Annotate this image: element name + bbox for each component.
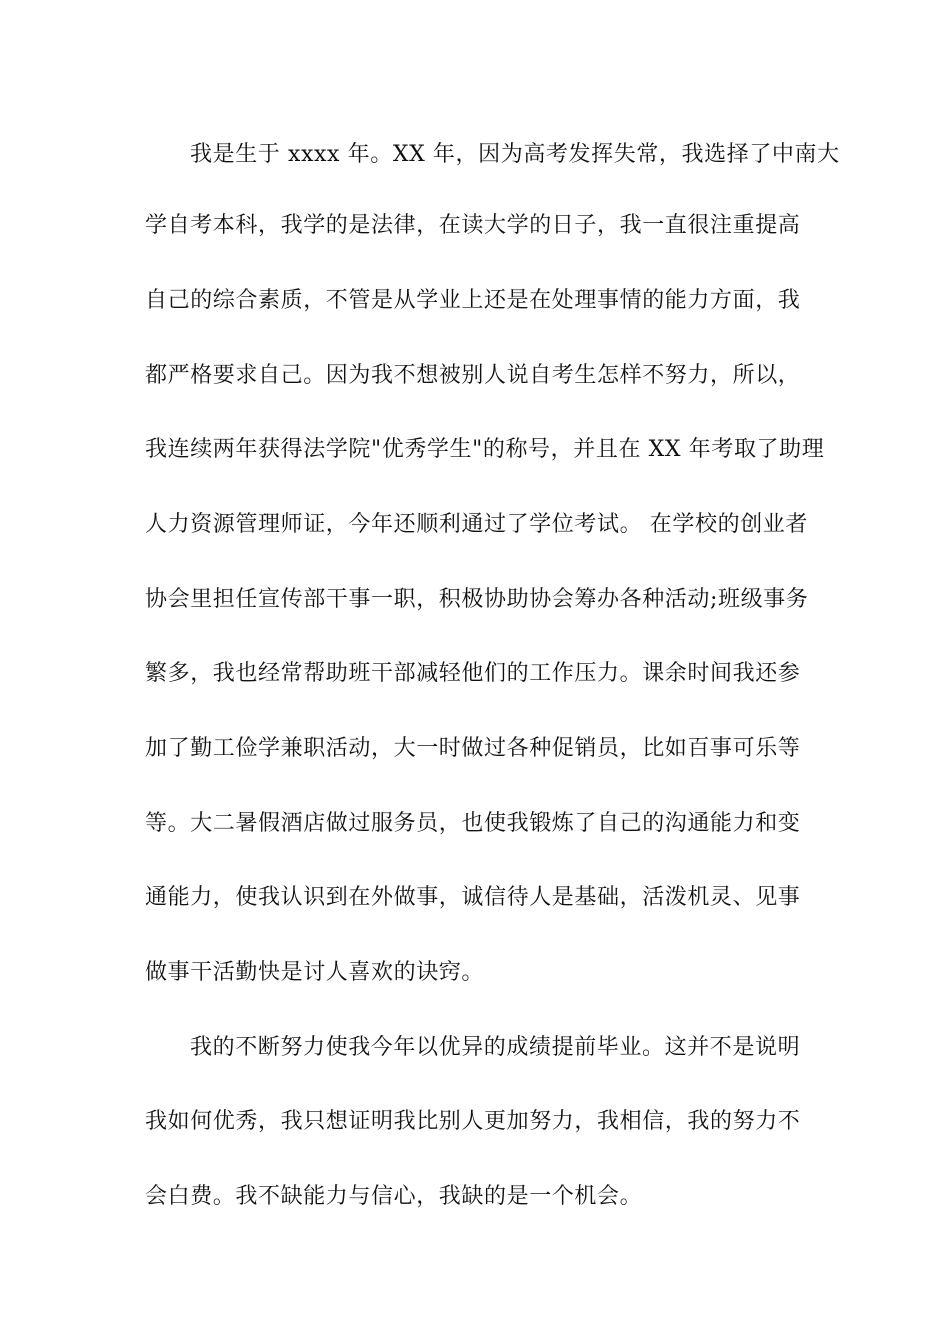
paragraph-1-line-11: 通能力，使我认识到在外做事，诚信待人是基础，活泼机灵、见事 [145,885,801,910]
paragraph-1-line-3: 自己的综合素质，不管是从学业上还是在处理事情的能力方面，我 [145,288,801,313]
paragraph-1-line-2: 学自考本科，我学的是法律，在读大学的日子，我一直很注重提高 [145,213,801,238]
paragraph-1-line-4: 都严格要求自己。因为我不想被别人说自考生怎样不努力，所以， [145,363,801,388]
paragraph-1-line-1: 我是生于 xxxx 年。XX 年，因为高考发挥失常，我选择了中南大 [190,142,840,167]
paragraph-1-line-6: 人力资源管理师证，今年还顺利通过了学位考试。 在学校的创业者 [145,512,808,537]
paragraph-1-line-9: 加了勤工俭学兼职活动，大一时做过各种促销员，比如百事可乐等 [145,736,801,761]
paragraph-2-line-1: 我的不断努力使我今年以优异的成绩提前毕业。这并不是说明 [190,1035,801,1060]
paragraph-1-line-5: 我连续两年获得法学院"优秀学生"的称号，并且在 XX 年考取了助理 [145,437,825,462]
paragraph-2-line-2: 我如何优秀，我只想证明我比别人更加努力，我相信，我的努力不 [145,1109,801,1134]
paragraph-1-line-7: 协会里担任宣传部干事一职，积极协助协会筹办各种活动;班级事务 [145,587,809,612]
paragraph-1-line-8: 繁多，我也经常帮助班干部减轻他们的工作压力。课余时间我还参 [145,661,801,686]
paragraph-1-line-10: 等。大二暑假酒店做过服务员，也使我锻炼了自己的沟通能力和变 [145,811,801,836]
paragraph-2-line-3: 会白费。我不缺能力与信心，我缺的是一个机会。 [145,1184,643,1209]
paragraph-1-line-12: 做事干活勤快是讨人喜欢的诀窍。 [145,960,485,985]
